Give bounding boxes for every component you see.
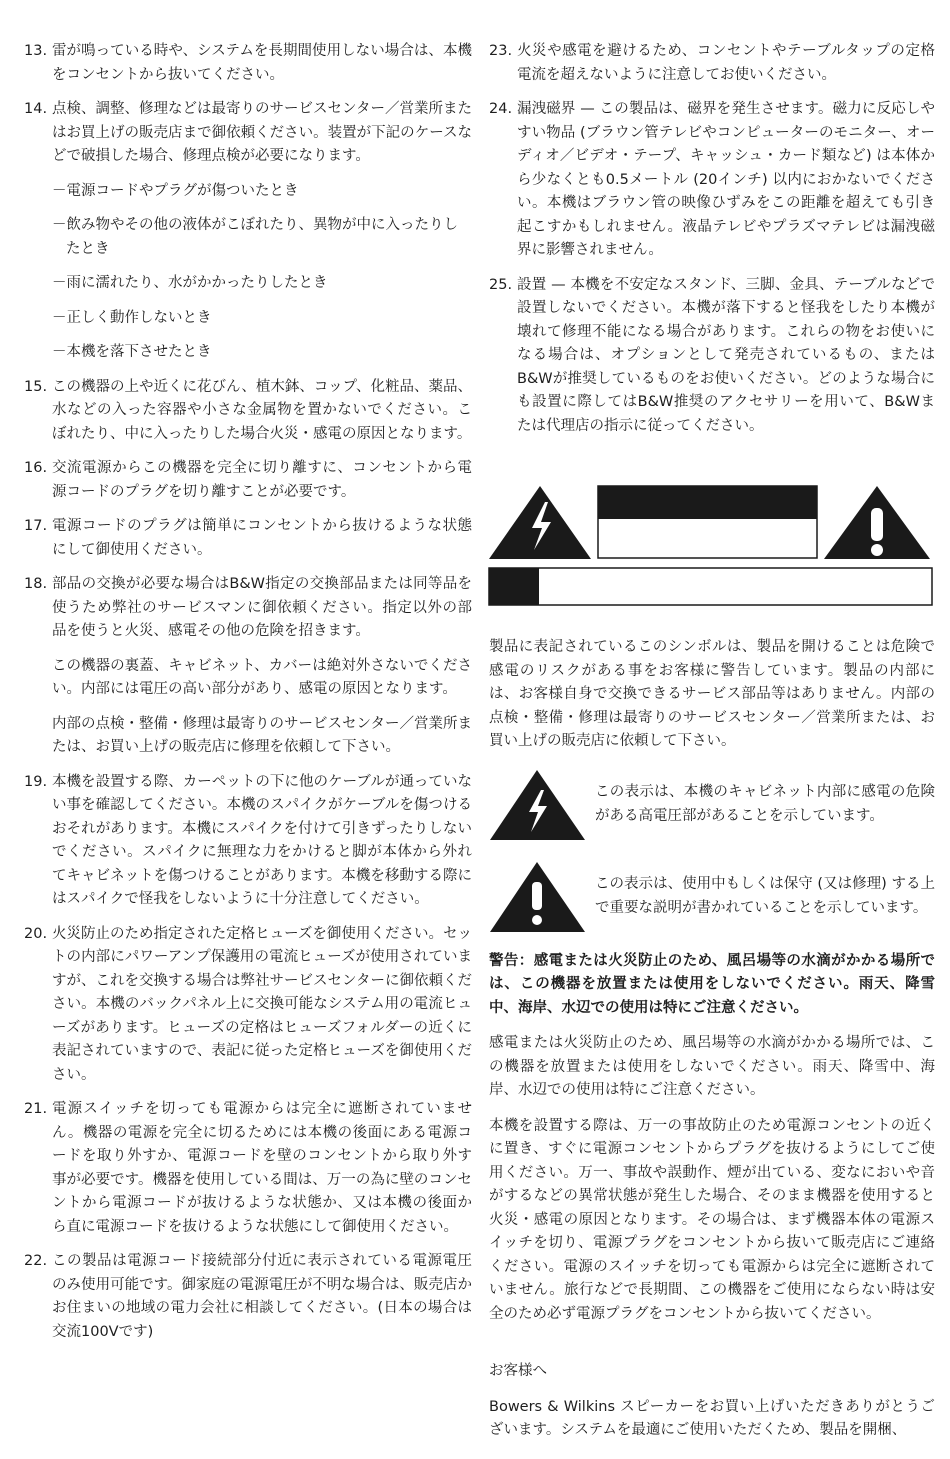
item-number: 23. xyxy=(489,43,513,59)
dash-item: －電源コードやプラグが傷ついたとき xyxy=(52,182,299,199)
item-number: 22. xyxy=(24,1253,48,1269)
item-text: 火災や感電を避けるため、コンセントやテーブルタップの定格電流を超えないように注意してお使いください。 xyxy=(517,43,935,83)
dash-item: －雨に濡れたり、水がかかったりしたとき xyxy=(52,275,328,291)
list-item xyxy=(24,923,472,1088)
item-text: 交流電源からこの機器を完全に切り離すに、コンセントから電源コードのプラグを切り離すことが必要です。 xyxy=(52,460,472,500)
item-number: 25. xyxy=(489,276,513,293)
item-text: 雷が鳴っている時や、システムを長期間使用しない場合は、本機をコンセントから抜いてください。 xyxy=(52,43,472,83)
lightning-symbol-row xyxy=(489,766,935,844)
dash-item: －飲み物やその他の液体がこぼれたり、異物が中に入ったりしたとき xyxy=(52,217,458,257)
item-number: 21. xyxy=(24,1101,48,1117)
list-item xyxy=(489,98,935,263)
list-item xyxy=(489,274,935,439)
left-column xyxy=(24,40,472,1355)
sub-paragraph: 内部の点検・整備・修理は最寄りのサービスセンター／営業所または、お買い上げの販売店に修理を依頼して下さい。 xyxy=(52,715,472,755)
item-text: この機器の上や近くに花びん、植木鉢、コップ、化粧品、薬品、水などの入った容器や小さな金属物を置かないでください。こぼれたり、中に入ったりした場合火災・感電の原因となります。 xyxy=(52,378,472,442)
list-item xyxy=(24,40,472,87)
right-column xyxy=(489,40,935,1455)
exclamation-symbol-row xyxy=(489,858,935,936)
install-paragraph: 本機を設置する際は、万一の事故防止のため電源コンセントの近くに置き、すぐに電源コンセントからプラグを抜けるようにしてご使用ください。万一、事故や誤動作、煙が出ている、変なにおいや音がするなどの異常状態が発生した場合、そのまま機器を使用すると火災・感電の原因となります。その場合は、まず機器本体の電源スイッチを切り、電源プラグをコンセントから抜いて販売店にご連絡ください。電源のスイッチを切っても電源からは完全に遮断されていません。旅行などで長期間、この機器をご使用にならない時は安全のため必ず電源プラグをコンセントから抜いてください。 xyxy=(489,1117,935,1322)
list-item xyxy=(24,1250,472,1344)
exclamation-description: この表示は、使用中もしくは保守 (又は修理) する上で重要な説明が書かれていることを示しています。 xyxy=(595,876,935,916)
list-item xyxy=(489,40,935,87)
item-number: 14. xyxy=(24,101,48,117)
dash-item: －正しく動作しないとき xyxy=(52,309,212,326)
item-text: 設置 — 本機を不安定なスタンド、三脚、金具、テーブルなどで設置しないでください。本機が落下すると怪我をしたり本機が壊れて修理不能になる場合があります。これらの物をお使いになる場合は、オプションとして発売されているもの、またはB&Wが推奨しているものをお使いください。どのような場合にも設置に際してはB&W推奨のアクセサリーを用いて、B&Wまたは代理店の指示に従ってください。 xyxy=(517,276,935,434)
item-text: 本機を設置する際、カーペットの下に他のケーブルが通っていない事を確認してください。本機のスパイクがケーブルを傷つけるおそれがあります。本機にスパイクを付けて引きずったりしないでください。スパイクに無理な力をかけると脚が本体から外れてキャビネットを傷つけることがあります。本機を移動する際にはスパイクで怪我をしないように十分注意してください。 xyxy=(52,773,472,907)
item-number: 17. xyxy=(24,518,48,534)
item-text: 電源コードのプラグは簡単にコンセントから抜けるような状態にして御使用ください。 xyxy=(52,518,472,558)
item-text: 電源スイッチを切っても電源からは完全に遮断されていません。機器の電源を完全に切るためには本機の後面にある電源コードを取り外すか、電源コードを壁のコンセントから取り外す事が必要です。機器を使用している間は、万一の為に壁のコンセントから電源コードが抜けるような状態か、又は本機の後面から直に電源コードを抜けるような状態にして御使用ください。 xyxy=(52,1101,472,1235)
greeting-heading: お客様へ xyxy=(489,1363,547,1379)
item-text: 火災防止のため指定された定格ヒューズを御使用ください。セットの内部にパワーアンプ保護用の電流ヒューズが使用されていますが、これを交換する場合は弊社サービスセンターに御依頼ください。本機のバックパネル上に交換可能なシステム用の電流ヒューズがあります。ヒューズの定格はヒューズフォルダーの近くに表記されていますので、表記に従った定格ヒューズを御使用ください。 xyxy=(52,925,472,1083)
item-text: 点検、調整、修理などは最寄りのサービスセンター／営業所またはお買上げの販売店まで御依頼ください。装置が下記のケースなどで破損した場合、修理点検が必要になります。 xyxy=(52,101,472,164)
caution-header-bar xyxy=(598,486,817,519)
list-item xyxy=(24,1098,472,1239)
item-number: 13. xyxy=(24,43,48,59)
item-text: この製品は電源コード接続部分付近に表示されている電源電圧のみ使用可能です。御家庭の電源電圧が不明な場合は、販売店かお住まいの地域の電力会社に相談してください。(日本の場合は交流100Vです) xyxy=(52,1253,472,1340)
caution-label-graphic xyxy=(488,464,934,614)
list-item xyxy=(24,515,472,562)
item-text: 部品の交換が必要な場合はB&W指定の交換部品または同等品を使うため弊社のサービスマンに御依頼ください。指定以外の部品を使うと火災、感電その他の危険を招きます。 xyxy=(52,576,472,639)
symbol-paragraph: 製品に表記されているこのシンボルは、製品を開けることは危険で感電のリスクがある事をお客様に警告しています。製品の内部には、お客様自身で交換できるサービス部品等はありません。内部の点検・整備・修理は最寄りのサービスセンター／営業所または、お買い上げの販売店に依頼して下さい。 xyxy=(489,639,935,749)
list-item xyxy=(24,98,472,169)
item-number: 18. xyxy=(24,576,48,592)
caution-footer-box xyxy=(489,568,932,605)
lightning-icon xyxy=(489,766,589,844)
exclamation-stroke xyxy=(871,508,883,541)
caution-label-figure xyxy=(488,464,934,614)
list-item xyxy=(24,771,472,912)
exclamation-icon xyxy=(489,858,589,936)
item-number: 20. xyxy=(24,925,48,942)
caution-footer-block xyxy=(489,568,539,605)
warning-bold-paragraph: 警告：感電または火災防止のため、風呂場等の水滴がかかる場所では、この機器を放置または使用をしないでください。雨天、降雪中、海岸、水辺での使用は特にご注意ください。 xyxy=(489,952,935,1016)
thanks-paragraph: Bowers & Wilkins スピーカーをお買い上げいただきありがとうございます。システムを最適にご使用いただくため、製品を開梱、 xyxy=(489,1398,935,1438)
item-number: 24. xyxy=(489,101,513,117)
exclamation-dot xyxy=(871,544,883,556)
item-number: 15. xyxy=(24,378,48,395)
lightning-description: この表示は、本機のキャビネット内部に感電の危険がある高電圧部があることを示しています。 xyxy=(595,784,935,824)
list-item xyxy=(24,376,472,447)
list-item xyxy=(24,573,472,644)
dash-item: －本機を落下させたとき xyxy=(52,344,212,360)
item-number: 19. xyxy=(24,773,48,790)
list-item xyxy=(24,457,472,504)
sub-paragraph: この機器の裏蓋、キャビネット、カバーは絶対外さないでください。内部には電圧の高い部分があり、感電の原因となります。 xyxy=(52,657,472,697)
item-number: 16. xyxy=(24,460,48,476)
warning-paragraph: 感電または火災防止のため、風呂場等の水滴がかかる場所では、この機器を放置または使用をしないでください。雨天、降雪中、海岸、水辺での使用は特にご注意ください。 xyxy=(489,1035,935,1098)
item-text: 漏洩磁界 — この製品は、磁界を発生させます。磁力に反応しやすい物品 (ブラウン管テレビやコンピューターのモニター、オーディオ／ビデオ・テープ、キャッシュ・カード類など) は本体から少なくとも0.5メートル (20インチ) 以内におかないでください。本機はブラウン管の映像ひずみをこの距離を超えても引き起こすかもしれません。液晶テレビやプラズマテレビは漏洩磁界に影響されません。 xyxy=(517,101,935,258)
